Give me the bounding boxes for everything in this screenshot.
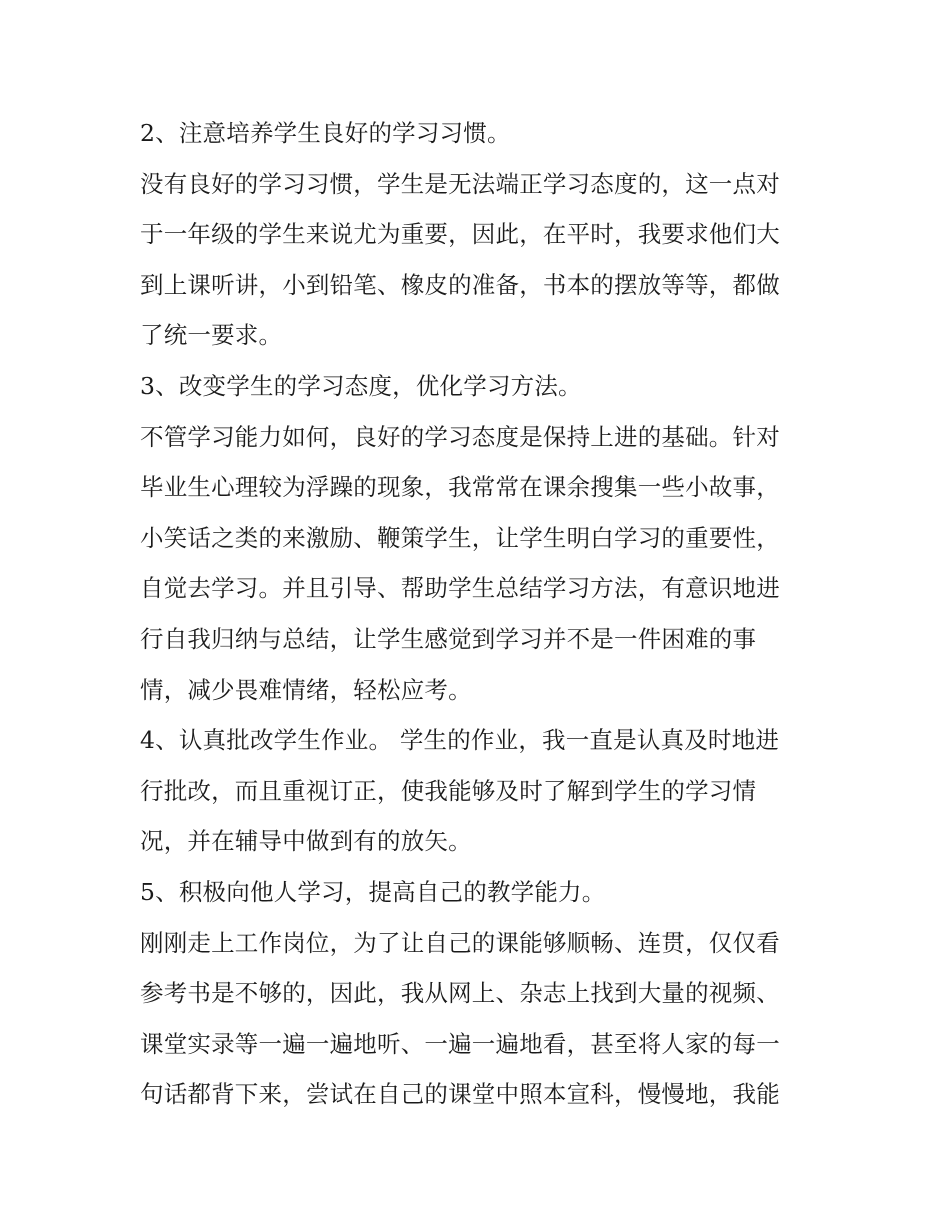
paragraph-line: 毕业生心理较为浮躁的现象，我常常在课余搜集一些小故事，	[140, 473, 780, 502]
heading-3: 3、改变学生的学习态度，优化学习方法。	[140, 371, 582, 400]
paragraph-line: 情，减少畏难情绪，轻松应考。	[140, 675, 472, 704]
paragraph-line: 句话都背下来，尝试在自己的课堂中照本宣科，慢慢地，我能	[140, 1080, 780, 1109]
paragraph-line: 课堂实录等一遍一遍地听、一遍一遍地看，甚至将人家的每一	[140, 1029, 780, 1058]
paragraph-line: 没有良好的学习习惯，学生是无法端正学习态度的，这一点对	[140, 169, 780, 198]
heading-2: 2、注意培养学生良好的学习习惯。	[140, 119, 511, 147]
paragraph-line: 况，并在辅导中做到有的放矢。	[140, 827, 472, 856]
paragraph-line: 行自我归纳与总结，让学生感觉到学习并不是一件困难的事	[140, 624, 757, 653]
paragraph-line: 了统一要求。	[140, 321, 283, 350]
paragraph-line: 不管学习能力如何，良好的学习态度是保持上进的基础。针对	[140, 422, 780, 451]
paragraph-line: 行批改，而且重视订正，使我能够及时了解到学生的学习情	[140, 776, 757, 805]
heading-4: 4、认真批改学生作业。 学生的作业，我一直是认真及时地进	[140, 726, 780, 755]
paragraph-line: 到上课听讲，小到铅笔、橡皮的准备，书本的摆放等等，都做	[140, 270, 780, 299]
paragraph-line: 参考书是不够的，因此，我从网上、杂志上找到大量的视频、	[140, 979, 780, 1008]
document-body	[140, 108, 820, 1120]
heading-5: 5、积极向他人学习，提高自己的教学能力。	[140, 877, 606, 906]
paragraph-line: 小笑话之类的来激励、鞭策学生，让学生明白学习的重要性，	[140, 523, 780, 552]
paragraph-line: 自觉去学习。并且引导、帮助学生总结学习方法，有意识地进	[140, 574, 780, 603]
paragraph-line: 于一年级的学生来说尤为重要，因此，在平时，我要求他们大	[140, 220, 780, 249]
paragraph-line: 刚刚走上工作岗位，为了让自己的课能够顺畅、连贯，仅仅看	[140, 928, 780, 957]
